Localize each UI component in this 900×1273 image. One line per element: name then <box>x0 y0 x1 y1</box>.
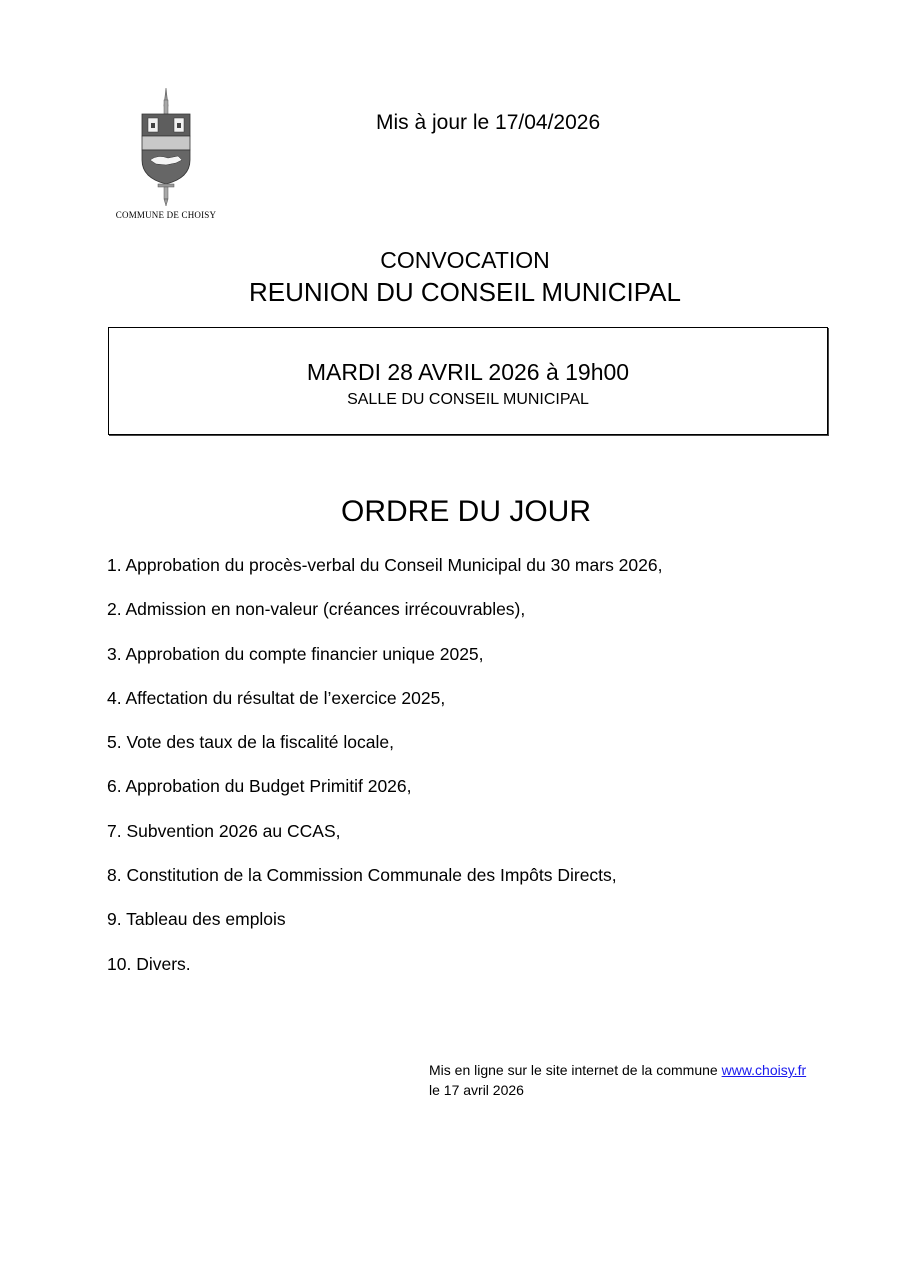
agenda-item: 9. Tableau des emplois <box>107 909 286 930</box>
title-meeting: REUNION DU CONSEIL MUNICIPAL <box>249 277 681 307</box>
commune-logo <box>108 86 224 220</box>
agenda-list <box>107 553 662 996</box>
agenda-item: 10. Divers. <box>107 953 191 974</box>
agenda-item: 2. Admission en non-valeur (créances irrécouvrables), <box>107 599 526 620</box>
website-link[interactable]: www.choisy.fr <box>721 1062 807 1078</box>
agenda-heading <box>0 495 900 529</box>
agenda-item: 1. Approbation du procès-verbal du Conseil Municipal du 30 mars 2026, <box>107 555 663 575</box>
publication-line <box>429 1060 806 1080</box>
meeting-datetime: MARDI 28 AVRIL 2026 à 19h00 <box>306 359 630 385</box>
meeting-details-box <box>108 327 828 435</box>
logo-caption: COMMUNE DE CHOISY <box>115 210 217 220</box>
coat-of-arms-icon <box>136 86 196 208</box>
update-date: Mis à jour le 17/04/2026 <box>376 111 601 134</box>
agenda-item: 3. Approbation du compte financier unique 2025, <box>107 643 484 664</box>
publication-date: le 17 avril 2026 <box>429 1082 524 1098</box>
agenda-item: 6. Approbation du Budget Primitif 2026, <box>107 776 412 797</box>
agenda-item: 7. Subvention 2026 au CCAS, <box>107 820 341 841</box>
agenda-item: 4. Affectation du résultat de l’exercice 2025, <box>107 687 446 708</box>
agenda-item: 8. Constitution de la Commission Communale des Impôts Directs, <box>107 865 617 886</box>
publication-text: Mis en ligne sur le site internet de la commune <box>429 1062 722 1078</box>
document-title <box>0 246 900 310</box>
publication-note <box>429 1060 806 1100</box>
agenda-item: 5. Vote des taux de la fiscalité locale, <box>107 732 394 753</box>
title-convocation: CONVOCATION <box>380 247 550 273</box>
meeting-location: SALLE DU CONSEIL MUNICIPAL <box>347 391 589 408</box>
agenda-heading-text: ORDRE DU JOUR <box>340 495 591 528</box>
